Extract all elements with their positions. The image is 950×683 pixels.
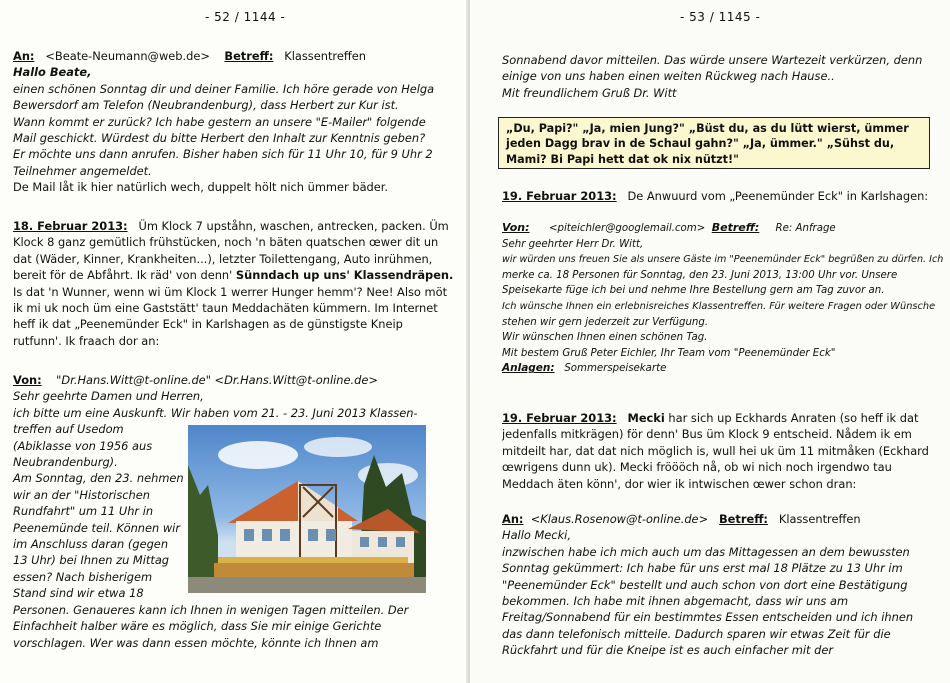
email-line: inzwischen habe ich mich auch um das Mittagessen an dem bewussten [502,544,910,559]
subject-label: Betreff: [719,512,768,526]
entry-18-feb [13,218,470,349]
from-label: Von: [502,221,530,234]
joke-line: jeden Dagg brav in de Schaul gahn?" „Ja, ümmer." „Sühst du, [506,137,895,151]
email-line: Sonntag gekümmert: Ich habe für uns erst mal 18 Plätze zu 13 Uhr im [502,561,903,576]
diary-line: jedenfalls mitkrägen) för denn' Bus üm Klock 9 entscheid. Nådem ik em [502,427,912,442]
diary-line: mitdeilt har, dat dat nich möglich is, wull hei uk üm 11 mitmåken (Eckhard [502,443,929,458]
email-line: Sehr geehrte Damen und Herren, [13,389,204,404]
diary-line: œwrigens dunn uk). Mecki fröööch nå, ob wi nich noch irgendwo tau [502,460,892,475]
entry-date: 19. Februar 2013: [502,411,617,425]
email-line: wir würden uns freuen Sie als unsere Gäste im "Peenemünder Eck" begrüßen zu dürfen. Ich [502,254,944,266]
diary-line: Meddach äten könn', dor wier ik intwischen œwer schon dran: [502,476,857,491]
email-line: im Anschluss daran (gegen [13,537,169,552]
diary-line: Klock 8 ganz gemütlich frühstücken, noch 'n bäten quatschen œwer dit un [13,235,439,250]
email-line: Mit bestem Gruß Peter Eichler, Ihr Team vom "Peenemünder Eck" [502,347,836,359]
email-line: Bewersdorf am Telefon (Neubrandenburg), dass Herbert zur Kur ist. [13,98,399,113]
email-line: treffen auf Usedom [13,422,124,437]
to-label: An: [13,49,35,63]
diary-line: rutfunn'. Ik fraach dor an: [13,333,160,348]
email-line: Rundfahrt" um 11 Uhr in [13,504,154,519]
email-line: Sonnabend davor mitteilen. Das würde unsere Wartezeit verkürzen, denn [502,53,923,67]
email-line: (Abiklasse von 1956 aus [13,438,153,453]
email-line: Personen. Genaueres kann ich Ihnen in wenigen Tagen mitteilen. Der [13,602,409,617]
email-line: essen? Nach bisherigem [13,569,153,584]
restaurant-photo [188,425,426,593]
email-mecki [502,511,950,659]
diary-line: Is dat 'n Wunner, wenn wi üm Klock 1 werrer Hunger hemm'? Nee! Also möt [13,284,448,299]
bold-phrase: Sünndach up uns' Klassendräpen. [235,268,454,283]
email-eichler-reply [502,220,950,377]
email-line: stehen wir gern jederzeit zur Verfügung. [502,316,709,328]
joke-line: Mami? Bi Papi hett dat ok nix nützt!" [506,152,739,166]
email-witt-continuation [502,52,950,101]
subject-value: Klassentreffen [778,512,861,526]
email-line: Er möchte uns dann anrufen. Bisher haben sich für 11 Uhr 10, für 9 Uhr 2 [13,147,433,162]
from-address: "Dr.Hans.Witt@t-online.de" <Dr.Hans.Witt@t-online.de> [56,373,378,387]
diary-line: De Anwuurd vom „Peenemünder Eck" in Karlshagen: [627,189,929,203]
from-address: <piteichler@googlemail.com> [548,223,706,234]
email-line: Einfachheit halber wäre es möglich, dass Sie mir einige Gerichte [13,619,382,634]
email-line: Peenemünde teil. Können wir [13,520,181,535]
email-line: Neubrandenburg). [13,455,118,470]
entry-19-feb-a [502,188,950,204]
attachment-name: Sommerspeisekarte [564,363,667,375]
email-beate [13,48,470,196]
email-line: Teilnehmer angemeldet. [13,163,152,178]
diary-line: dat (Wäder, Kinner, Krankheiten...), letzter Toilettengang, Auto inrühmen, [13,251,433,266]
page-number-right: - 53 / 1145 - [680,10,761,24]
to-address-value: <Beate-Neumann@web.de> [45,49,210,63]
diary-line: har sich up Eckhards Anraten (so heff ik dat [668,411,919,425]
email-line: Wir wünschen Ihnen einen schönen Tag. [502,332,708,344]
entry-date: 19. Februar 2013: [502,189,617,203]
diary-line: bereit för de Abfåhrt. Ik räd' von denn' [13,268,233,283]
email-line: das dann telefonisch mitteile. Dadurch sparen wir etwas Zeit für die [502,626,891,641]
subject-value: Klassentreffen [284,49,366,63]
email-line: Mit freundlichem Gruß Dr. Witt [502,85,677,100]
from-label: Von: [13,373,42,387]
diary-text: De Mail låt ik hier natürlich wech, duppelt hölt nich ümmer bäder. [13,180,389,195]
to-label: An: [502,512,524,526]
bold-name: Mecki [627,411,665,425]
restaurant-illustration [188,425,426,593]
email-line: einige von uns haben einen weiten Rückweg nach Hause.. [502,69,835,84]
diary-line: ik mi uk noch üm eine Gaststätt' taun Meddachäten kümmern. Im Internet [13,301,438,316]
subject-value: Re: Anfrage [775,223,836,234]
email-line: 13 Uhr) bei Ihnen zu Mittag [13,553,170,568]
email-line: Sehr geehrter Herr Dr. Witt, [502,238,644,250]
email-line: "Peenemünder Eck" bestellt und auch schon von dort eine Bestätigung [502,577,908,592]
email-line: Stand sind wir etwa 18 [13,586,144,601]
joke-box [498,117,930,169]
diary-line: Üm Klock 7 upståhn, waschen, antrecken, packen. Üm [138,219,449,233]
email-line: ich bitte um eine Auskunft. Wir haben vom 21. - 23. Juni 2013 Klassen- [13,405,418,420]
entry-19-feb-b [502,410,950,492]
email-line: Speisekarte füge ich bei und nehme Ihre Bestellung gern am Tag zuvor an. [502,285,885,297]
email-line: bekommen. Ich habe mit ihnen abgemacht, dass wir uns am [502,594,849,609]
left-page [0,0,470,683]
email-line: Mail geschickt. Würdest du bitte Herbert den Inhalt zur Kenntnis geben? [13,131,426,146]
email-line: wir an der "Historischen [13,487,150,502]
email-line: Rückfahrt und für die Kneipe ist es auch einfacher mit der [502,643,834,658]
attachment-label: Anlagen: [502,362,555,375]
email-line: vorschlagen. Wer was dann essen möchte, könnte ich Ihnen am [13,635,379,650]
email-line: Hallo Mecki, [502,528,571,543]
email-line: einen schönen Sonntag dir und deiner Familie. Ich höre gerade von Helga [13,81,435,96]
email-line: Ich wünsche Ihnen ein erlebnisreiches Klassentreffen. Für weitere Fragen oder Wünsche [502,300,936,312]
joke-line: „Du, Papi?" „Ja, mien Jung?" „Büst du, as du lütt wierst, ümmer [506,122,909,135]
page-number-left: - 52 / 1144 - [205,10,286,24]
email-line: Am Sonntag, den 23. nehmen [13,471,184,486]
subject-label: Betreff: [711,221,760,234]
diary-line: heff ik dat „Peenemünder Eck" in Karlshagen as de günstigste Kneip [13,317,403,332]
email-line: Hallo Beate, [13,65,92,80]
subject-label: Betreff: [224,49,274,63]
email-line: merke ca. 18 Personen für Sonntag, den 23. Juni 2013, 13:00 Uhr vor. Unsere [502,269,898,281]
entry-date: 18. Februar 2013: [13,219,128,233]
to-address: <Klaus.Rosenow@t-online.de> [530,512,709,526]
email-line: Freitag/Sonnabend für ein bestimmtes Essen entscheiden und ich ihnen [502,610,914,625]
email-line: Wann kommt er zurück? Ich habe gestern an unsere "E-Mailer" folgende [13,114,426,129]
